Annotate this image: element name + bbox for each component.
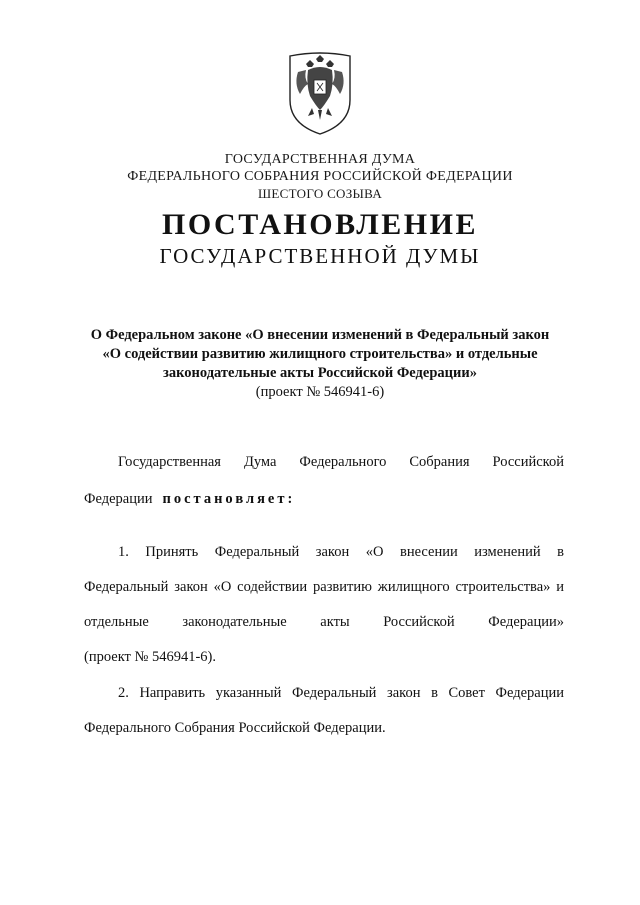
- subject-line-1: О Федеральном законе «О внесении изменений в Федеральный закон: [90, 327, 550, 343]
- item-1-line-1: 1. Принять Федеральный закон «О внесении изменений в: [118, 544, 564, 560]
- item-2-line-1: 2. Направить указанный Федеральный закон в Совет Федерации: [118, 685, 564, 701]
- coat-of-arms-icon: [284, 50, 356, 138]
- resolution-verb: постановляет:: [162, 491, 296, 507]
- org-name-line-1: ГОСУДАРСТВЕННАЯ ДУМА: [224, 152, 416, 167]
- item-1-line-4: (проект № 546941-6).: [84, 649, 217, 665]
- item-1-line-3: отдельные законодательные акты Российской Федерации»: [84, 614, 564, 630]
- preamble-line-2-text: Федерации: [84, 491, 153, 507]
- subject-line-3: законодательные акты Российской Федерации»: [163, 365, 477, 381]
- preamble-line-2: [84, 490, 564, 509]
- document-subtitle: ГОСУДАРСТВЕННОЙ ДУМЫ: [159, 244, 481, 268]
- subject-line-2: «О содействии развитию жилищного строительства» и отдельные: [102, 346, 538, 362]
- subject-heading: [0, 326, 640, 383]
- item-2-line-2: Федерального Собрания Российской Федерации.: [84, 720, 386, 736]
- org-name-line-2: ФЕДЕРАЛЬНОГО СОБРАНИЯ РОССИЙСКОЙ ФЕДЕРАЦИИ: [127, 169, 513, 184]
- item-1-line-2: Федеральный закон «О содействии развитию жилищного строительства» и: [84, 579, 564, 595]
- preamble-line-1: Государственная Дума Федерального Собрания Российской: [118, 454, 564, 470]
- subject-project-number: (проект № 546941-6): [255, 384, 385, 400]
- document-title: ПОСТАНОВЛЕНИЕ: [162, 208, 478, 241]
- convocation-line: ШЕСТОГО СОЗЫВА: [257, 186, 383, 201]
